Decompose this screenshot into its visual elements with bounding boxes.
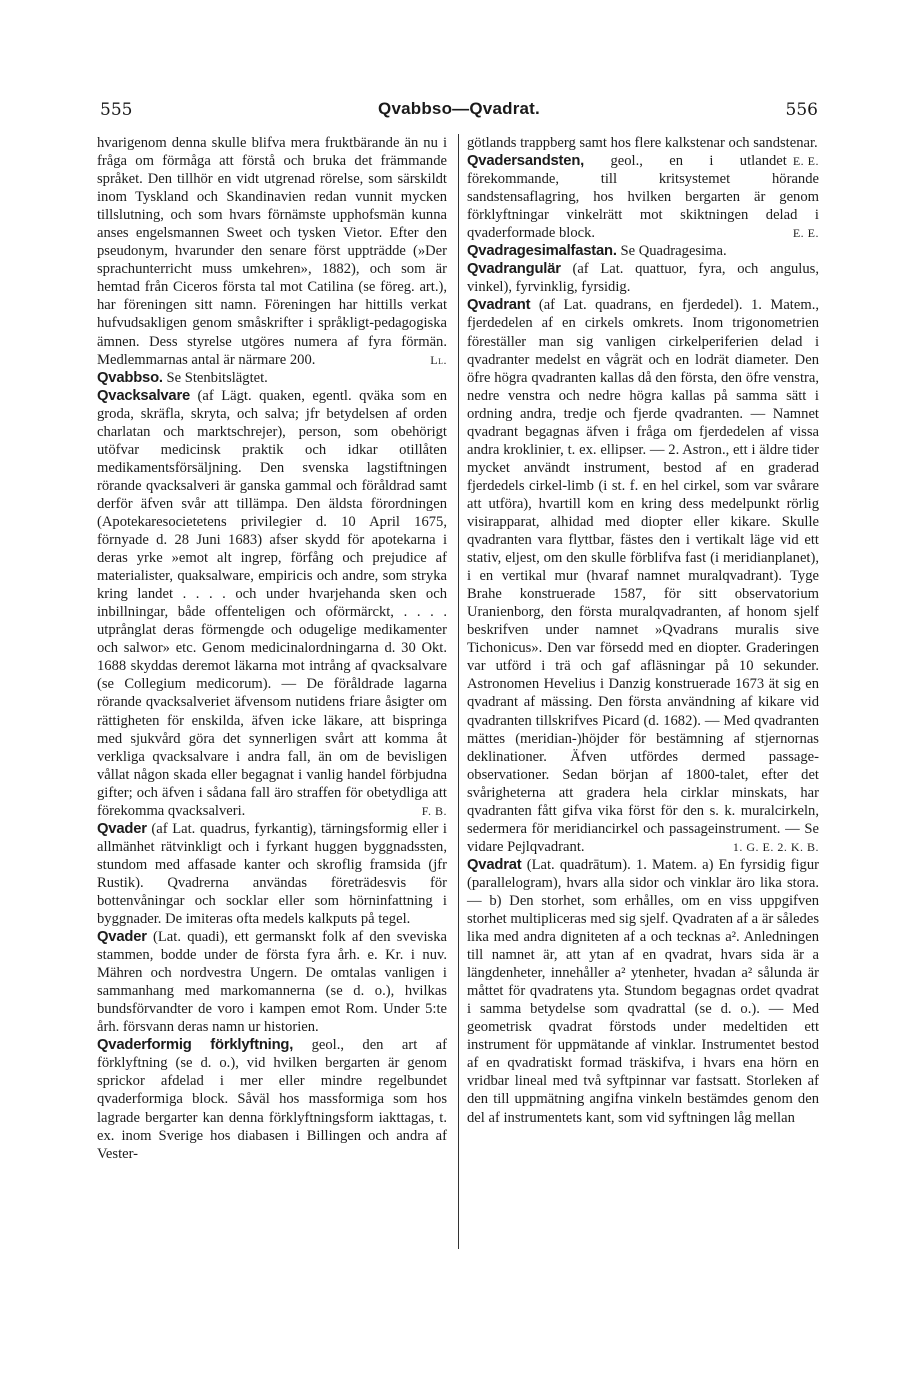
entry-headword: Qvader <box>97 929 147 946</box>
entry-qvadrant <box>467 296 819 855</box>
entry-text: Se Stenbitslägtet. <box>166 369 268 386</box>
right-column <box>467 134 819 1127</box>
entry-headword: Qvadersandsten, <box>467 153 585 170</box>
entry-qvaderformig <box>97 1036 447 1162</box>
entry-text: geol., den art af förklyftning (se d. o.), vid hvilken bergarten är genom sprickor afdelad i mer eller mindre regelbundet qvaderformiga block. Såväl hos massformiga som hos lagrade bergarter kan denna förklyftningsform iakttagas, t. ex. inom Sverige hos diabasen i Billingen och andra af Vester- <box>97 1037 447 1162</box>
entry-continuation <box>97 134 447 369</box>
entry-text: (af Lat. quadrans, en fjerdedel). 1. Matem., fjerdedelen af en cirkels omkrets. Inom trigonometrien föreställer man sig vanligen cirkelperiferien delad i qvadranter medelst en vågrät och en lodrät diameter. Den öfre högra qvadranten kallas då den första, den öfre venstra, nedre venstra och nedre högra kallas på samma sätt i ordning andra, tredje och fjerde qvadranten. — Namnet qvadrant begagnas äfven i fråga om fjerdedelen af vissa andra kroklinier, t. ex. ellipser. — 2. Astron., ett i äldre tider mycket användt instrument, bestod af en graderad fjerdedels cirkel-limb (i st. f. en hel cirkel, som var svårare att utföra), hvartill kom en kring dess medelpunkt rörlig visirapparat, alhidad med diopter eller kikare. Skulle qvadranten vara flyttbar, fästes den i vertikalt läge vid ett stativ, eljest, om den skulle förblifva fast (i meridianplanet), i en vertikal mur (hvaraf namnet muralqvadrant). Tyge Brahe konstruerade 1587, för sitt observatorium Uranienborg, den första muralqvadranten, af honom sjelf beskrifven under namnet »Qvadrans muralis sive Tichonicus». Den var försedd med en diopter. Graderingen var utförd i trä och gaf afläsningar på 10 sekunder. Astronomen Hevelius i Danzig konstruerade 1673 ät sig en qvadrant af mässing. Den första användning af kikare vid qvadranten tillskrifves Picard (d. 1682). — Med qvadranten mättes (meridian-)höjder för bestämning af stjernornas deklinationer. Äfven utfördes dermed passage-observationer. Sedan början af 1800-talet, efter det svårigheterna att gradera hela cirklar minskats, har qvadranten fått gifva vika först för den s. k. muralcirkeln, sedermera för meridiancirkel och passageinstrument. — Se vidare Pejlqvadrant. <box>467 297 819 855</box>
entry-headword: Qvadrant <box>467 297 531 314</box>
page-number-right: 556 <box>785 100 818 120</box>
entry-headword: Qvacksalvare <box>97 387 191 404</box>
entry-signature: E. E. <box>792 154 819 169</box>
entry-headword: Qvadrat <box>467 856 522 873</box>
entry-text: hvarigenom denna skulle blifva mera fruktbärande än nu i fråga om förmåga att förstå och bruka det främmande språket. Den tillhör en vidt utgrenad rörelse, som särskildt inom Tyskland och Skandinavien redan vunnit mycken tillslutning, och som hvars förnämste upphofsmän kunna anses engelsmannen Sweet och tysken Vietor. Efter den pseudonym, hvarunder den senare först uppträdde (»Der sprachunterricht muss umkehren», 1882), och som är hemtad från Ciceros första tal mot Catilina (se föreg. art.), har föreningen sitt namn. Föreningen har hittills verkat hufvudsakligen genom småskrifter i språkligt-pedagogiska ämnen. Dess styrelse utgöres numera af fyra förmän. Medlemmarnas antal är närmare 200. <box>97 135 447 368</box>
running-head: Qvabbso—Qvadrat. <box>378 99 540 118</box>
entry-headword: Qvadrangulär <box>467 261 561 278</box>
entry-headword: Qvabbso. <box>97 369 163 386</box>
entry-headword: Qvadragesimalfastan. <box>467 243 617 260</box>
entry-text: (af Lat. quadrus, fyrkantig), tärningsformig eller i allmänhet rätvinkligt och i fyrkant huggen byggnadssten, stundom med affasade kanter och skroflig framsida (jfr Rustik). Qvadrerna användas företrädesvis för bottenvåningar och socklar eller som hörninfattning i byggnader. De imiteras ofta medels kalkputs på tegel. <box>97 820 447 928</box>
entry-qvabbso <box>97 369 447 387</box>
entry-signature: F. B. <box>421 803 447 818</box>
entry-text: Se Quadragesima. <box>620 243 727 260</box>
entry-qvadrangular <box>467 260 819 296</box>
entry-signature: E. E. <box>792 226 819 241</box>
page-header <box>100 100 818 124</box>
entry-text: (af Lat. quattuor, fyra, och angulus, vinkel), fyrvinklig, fyrsidig. <box>467 261 819 296</box>
entry-headword: Qvader <box>97 820 147 837</box>
entry-text: (af Lägt. quaken, egentl. qväka som en groda, skräfla, skryta, och salva; jfr betydelsen af orden charlatan och marktschrejer), person, som obehörigt utöfvar medicinsk praktik och idkar otillåten medikamentsförsäljning. Den svenska lagstiftningen rörande qvacksalveri är ganska gammal och föråldrad samt derför äfven svår att tillämpa. Den äldsta förordningen (Apotekaresocietetens privilegier d. 10 April 1675, förnyade d. 28 Juni 1683) afser skydd för apotekarna i deras yrke »emot alt ingrep, förfång och prejudice af materialister, quaksalware, empiricis och andre, som stryka kring landet . . . . och under hvarjehanda sken och inbillningar, både offenteligen och oförmärckt, . . . . utprånglat deras förmengde och odugelige medikamenter och salwor» etc. Genom medicinalordningarna d. 30 Okt. 1688 skyddas deremot läkarna mot intrång af qvacksalvare (se Collegium medicorum). — De föråldrade lagarna rörande qvacksalveriet äfvensom nutidens friare åsigter om rättigheten för enskilda, äfven icke läkare, att bispringa med sjukvård göra det synnerligen svårt att komma åt verkliga qvacksalvare i andra fall, än om de bevisligen vållat någon skada eller begagnat i vanlig handel förbjudna gifter; och äfven i sådana fall äro straffen för obetydliga att förekomma qvacksalveri. <box>97 387 447 819</box>
entry-text: (Lat. quadi), ett germanskt folk af den sveviska stammen, bodde under de första fyra årh. e. Kr. i nuv. Mähren och nordvestra Ungern. De omtalas vanligen i sammanhang med markomannerna (se d. o.), hvilkas bundsförvandter de voro i kampen emot Rom. Under 5:te årh. försvann deras namn ur historien. <box>97 929 447 1036</box>
entry-signature: Ll. <box>430 352 447 367</box>
entry-qvadersandsten <box>467 152 819 242</box>
left-column <box>97 134 447 1163</box>
entry-signature: 1. G. E. 2. K. B. <box>732 839 819 854</box>
page-number-left: 555 <box>100 100 133 120</box>
entry-qvadrat <box>467 856 819 1127</box>
entry-qvacksalvare <box>97 387 447 820</box>
entry-headword: Qvaderformig förklyftning, <box>97 1037 294 1054</box>
entry-text: geol., en i utlandet förekommande, till kritsystemet hörande sandstensaflagring, hos hvilken bergarten är genom förklyftningar vinkelrätt mot skiktningen delad i qvaderformade block. <box>467 153 819 242</box>
entry-qvader-people <box>97 928 447 1036</box>
entry-qvader-stone <box>97 820 447 928</box>
entry-qvadragesimalfastan <box>467 242 819 260</box>
column-divider <box>458 134 459 1249</box>
entry-text: götlands trappberg samt hos flere kalkstenar och sandstenar. <box>467 135 818 151</box>
entry-text: (Lat. quadrātum). 1. Matem. a) En fyrsidig figur (parallelogram), hvars alla sidor och vinklar äro lika stora. — b) Den storhet, som erhålles, om en viss uppgifven storhet multipliceras med sig sjelf. Qvadraten af a är således lika med andra digniteten af a och tecknas a². Anledningen till namnet är, att ytan af en qvadrat, hvars sida är a längdenheter, innehåller a² ytenheter, hvadan a² sålunda är måttet för qvadratens yta. Stundom begagnas ordet qvadrat i samma betydelse som qvadrattal (se d. o.). — Med geometrisk qvadrat förstods under medeltiden ett instrument för uppmätande af vinklar. Instrumentet bestod af en qvadratiskt formad träskifva, i hvars ena hörn en vridbar lineal med två syftpinnar var fastsatt. Storleken af den till uppmätning angifna vinkeln bestämdes genom den del af instrumentets kant, som vid syftningen låg mellan <box>467 856 819 1126</box>
